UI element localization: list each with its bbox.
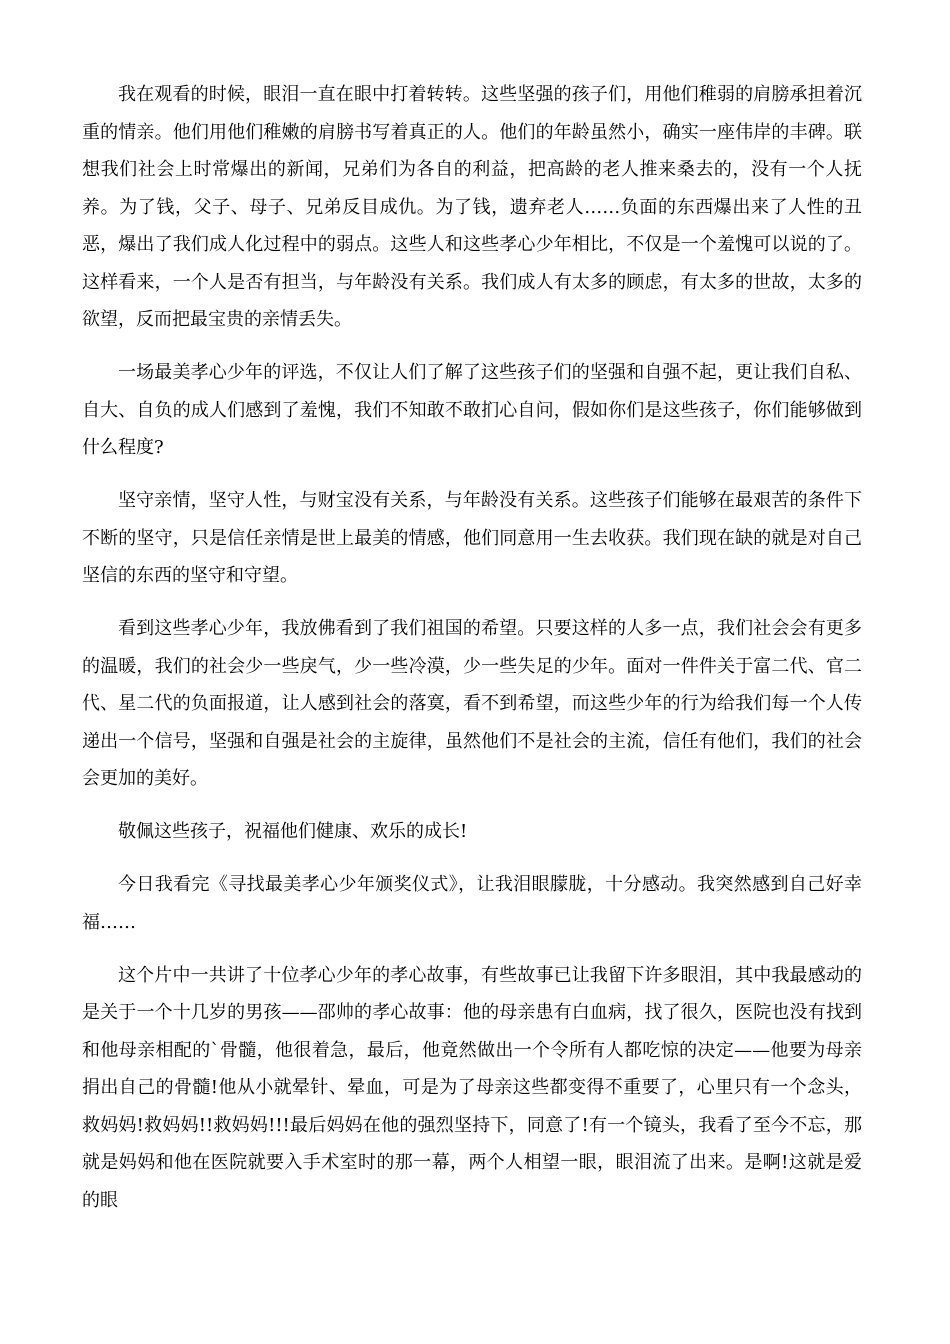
- paragraph-2: 一场最美孝心少年的评选，不仅让人们了解了这些孩子们的坚强和自强不起，更让我们自私、自大、自负的成人们感到了羞愧，我们不知敢不敢扪心自问，假如你们是这些孩子，你们能够做到什么程度?: [82, 362, 862, 458]
- paragraph-4: 看到这些孝心少年，我放佛看到了我们祖国的希望。只要这样的人多一点，我们社会会有更多的温暖，我们的社会少一些戾气，少一些冷漠，少一些失足的少年。面对一件件关于富二代、官二代、星二代的负面报道，让人感到社会的落寞，看不到希望，而这些少年的行为给我们每一个人传递出一个信号，坚强和自强是社会的主旋律，虽然他们不是社会的主流，信任有他们，我们的社会会更加的美好。: [82, 618, 862, 789]
- paragraph-6: 今日我看完《寻找最美孝心少年颁奖仪式》，让我泪眼朦胧，十分感动。我突然感到自己好幸福……: [82, 874, 862, 933]
- paragraph-5: 敬佩这些孩子，祝福他们健康、欢乐的成长!: [118, 821, 468, 842]
- paragraph-7: 这个片中一共讲了十位孝心少年的孝心故事，有些故事已让我留下许多眼泪，其中我最感动的是关于一个十几岁的男孩——邵帅的孝心故事：他的母亲患有白血病，找了很久，医院也没有找到和他母亲相配的`骨髓，他很着急，最后，他竟然做出一个令所有人都吃惊的决定——他要为母亲捐出自己的骨髓!他从小就晕针、晕血，可是为了母亲这些都变得不重要了，心里只有一个念头，救妈妈!救妈妈!!救妈妈!!!最后妈妈在他的强烈坚持下，同意了!有一个镜头，我看了至今不忘，那就是妈妈和他在医院就要入手术室时的那一幕，两个人相望一眼，眼泪流了出来。是啊!这就是爱的眼: [82, 964, 862, 1211]
- paragraph-3: 坚守亲情，坚守人性，与财宝没有关系，与年龄没有关系。这些孩子们能够在最艰苦的条件下不断的坚守，只是信任亲情是世上最美的情感，他们同意用一生去收获。我们现在缺的就是对自己坚信的东西的坚守和守望。: [82, 490, 862, 586]
- paragraph-1: 我在观看的时候，眼泪一直在眼中打着转转。这些坚强的孩子们，用他们稚弱的肩膀承担着沉重的情亲。他们用他们稚嫩的肩膀书写着真正的人。他们的年龄虽然小，确实一座伟岸的丰碑。联想我们社会上时常爆出的新闻，兄弟们为各自的利益，把高龄的老人推来桑去的，没有一个人抚养。为了钱，父子、母子、兄弟反目成仇。为了钱，遗弃老人……负面的东西爆出来了人性的丑恶，爆出了我们成人化过程中的弱点。这些人和这些孝心少年相比，不仅是一个羞愧可以说的了。这样看来，一个人是否有担当，与年龄没有关系。我们成人有太多的顾虑，有太多的世故，太多的欲望，反而把最宝贵的亲情丢失。: [82, 84, 862, 330]
- document-body: [82, 76, 862, 1235]
